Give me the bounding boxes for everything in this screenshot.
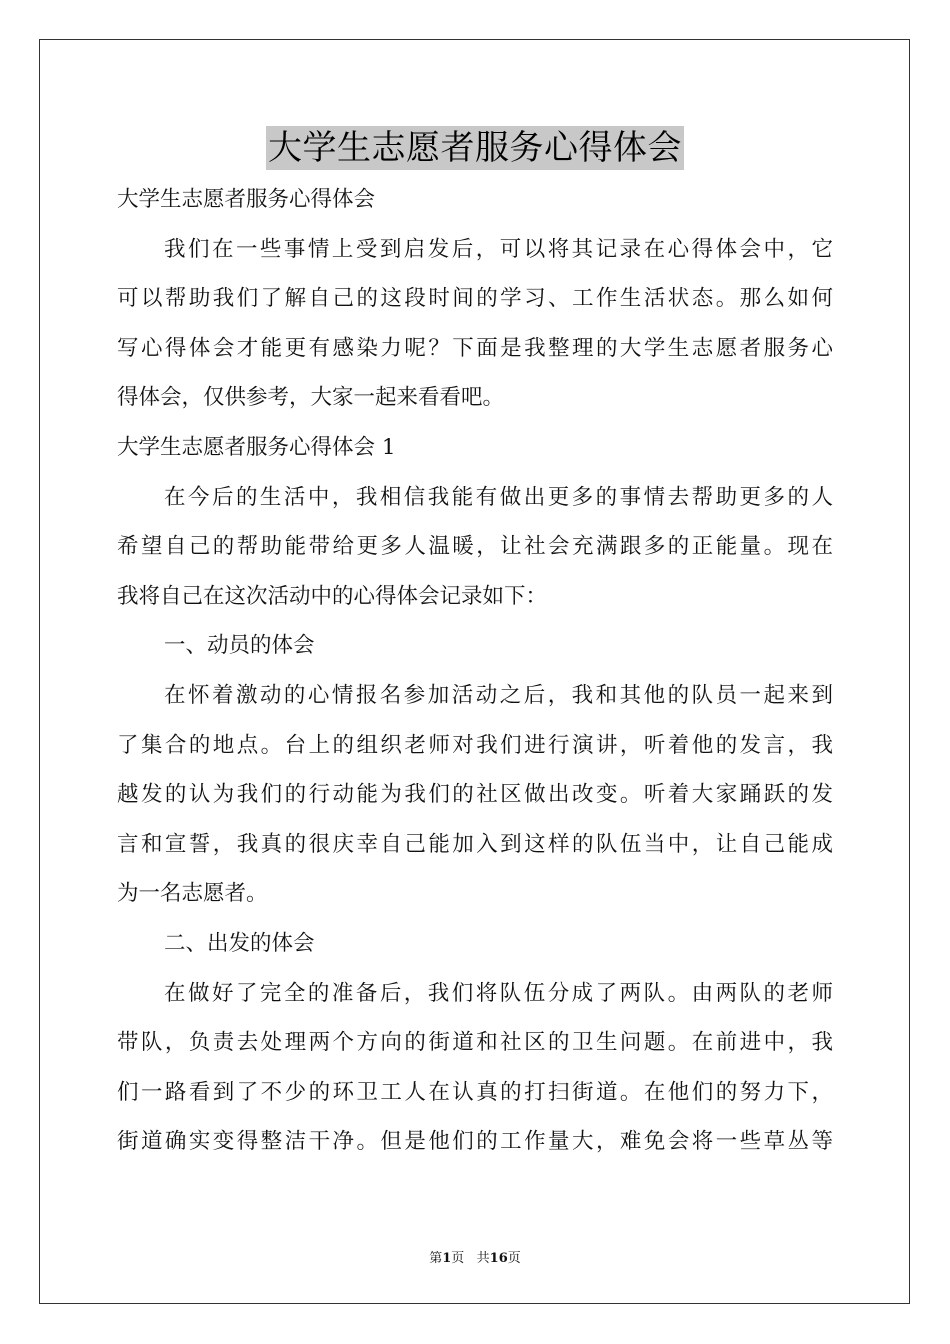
text-line: 带队，负责去处理两个方向的街道和社区的卫生问题。在前进中，我 <box>117 1030 833 1056</box>
text-line: 一、动员的体会 <box>164 633 315 659</box>
text-line: 街道确实变得整洁干净。但是他们的工作量大，难免会将一些草丛等 <box>117 1129 833 1155</box>
text-line: 写心得体会才能更有感染力呢？下面是我整理的大学生志愿者服务心 <box>117 335 833 361</box>
footer-page-prefix: 第 <box>429 1251 443 1266</box>
footer-page-suffix: 页 <box>507 1251 521 1266</box>
text-line: 我将自己在这次活动中的心得体会记录如下： <box>117 583 548 609</box>
page-footer <box>0 1247 950 1266</box>
footer-page-mid: 页 共 <box>451 1251 490 1266</box>
text-line: 二、出发的体会 <box>164 930 315 956</box>
text-line: 在做好了完全的准备后，我们将队伍分成了两队。由两队的老师 <box>164 980 833 1006</box>
footer-page-current: 1 <box>442 1251 452 1266</box>
text-line: 可以帮助我们了解自己的这段时间的学习、工作生活状态。那么如何 <box>117 286 833 312</box>
text-line: 越发的认为我们的行动能为我们的社区做出改变。听着大家踊跃的发 <box>117 782 833 808</box>
text-line: 言和宣誓，我真的很庆幸自己能加入到这样的队伍当中，让自己能成 <box>117 831 833 857</box>
footer-page-total: 16 <box>489 1251 508 1266</box>
title-wrapper <box>0 126 950 170</box>
text-line: 得体会，仅供参考，大家一起来看看吧。 <box>117 385 505 411</box>
text-line: 了集合的地点。台上的组织老师对我们进行演讲，听着他的发言，我 <box>117 732 833 758</box>
text-line: 为一名志愿者。 <box>117 881 268 907</box>
document-title: 大学生志愿者服务心得体会 <box>268 128 682 168</box>
document-body <box>117 175 833 1167</box>
text-line: 在怀着激动的心情报名参加活动之后，我和其他的队员一起来到 <box>164 682 833 708</box>
text-line: 大学生志愿者服务心得体会 1 <box>117 434 396 460</box>
text-line: 在今后的生活中，我相信我能有做出更多的事情去帮助更多的人 <box>164 484 833 510</box>
text-line: 希望自己的帮助能带给更多人温暖，让社会充满跟多的正能量。现在 <box>117 534 833 560</box>
text-line: 们一路看到了不少的环卫工人在认真的打扫街道。在他们的努力下， <box>117 1079 833 1105</box>
text-line: 我们在一些事情上受到启发后，可以将其记录在心得体会中，它 <box>164 236 833 262</box>
text-line: 大学生志愿者服务心得体会 <box>117 187 376 212</box>
